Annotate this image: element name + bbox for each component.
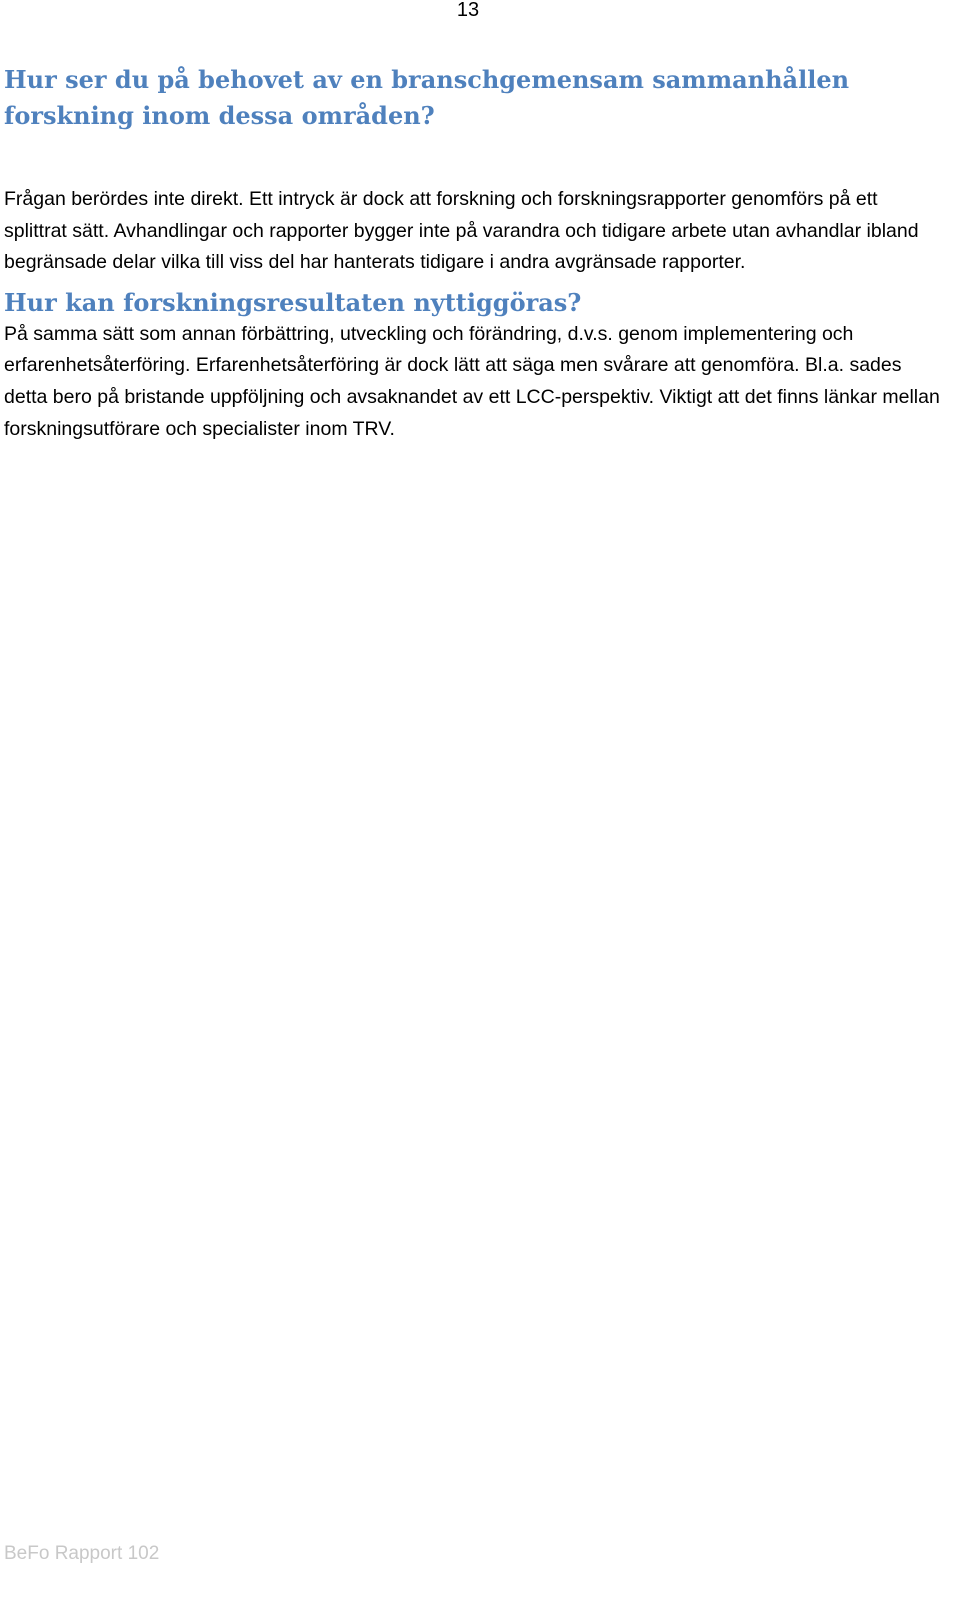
section-heading: Hur kan forskningsresultaten nyttiggöras? bbox=[4, 287, 582, 317]
document-body bbox=[4, 62, 944, 445]
report-footer: BeFo Rapport 102 bbox=[4, 1543, 160, 1564]
section-heading: Hur ser du på behovet av en branschgemensam sammanhållen forskning inom dessa områden? bbox=[4, 65, 850, 130]
page-number: 13 bbox=[456, 0, 480, 21]
section-paragraph: Frågan berördes inte direkt. Ett intryck är dock att forskning och forskningsrapporter genomförs på ett splittrat sätt. Avhandlingar och rapporter bygger inte på varandra och tidigare arbete utan avhandlar ibland begränsade delar vilka till viss del har hanterats tidigare i andra avgränsade rapporter. bbox=[4, 188, 919, 274]
section-paragraph: På samma sätt som annan förbättring, utveckling och förändring, d.v.s. genom implementering och erfarenhetsåterföring. Erfarenhetsåterföring är dock lätt att säga men svårare att genomföra. Bl.a. sades detta bero på bristande uppföljning och avsaknandet av ett LCC-perspektiv. Viktigt att det finns länkar mellan forskningsutförare och specialister inom TRV. bbox=[4, 322, 940, 440]
